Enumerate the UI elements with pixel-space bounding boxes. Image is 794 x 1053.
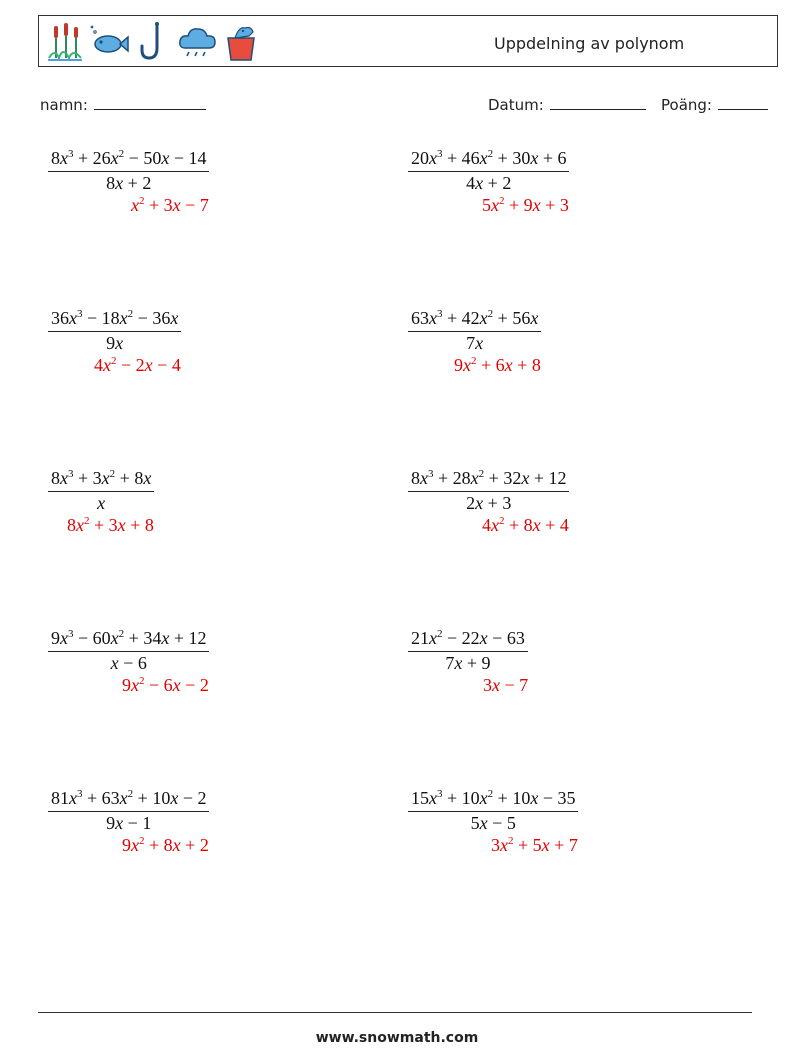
score-blank[interactable] <box>718 95 768 110</box>
answer: $9x^2 + 8x + 2$ <box>122 835 209 855</box>
fraction <box>408 308 541 354</box>
denominator: 2x + 3 <box>466 493 512 513</box>
problem-item <box>408 308 541 375</box>
date-label: Datum: <box>488 96 544 114</box>
date-field <box>488 95 646 114</box>
answer: $5x^2 + 9x + 3$ <box>482 195 569 215</box>
problem-item <box>48 148 209 215</box>
problem-item <box>48 468 154 535</box>
fraction <box>48 148 209 194</box>
page-title: Uppdelning av polynom <box>494 34 685 53</box>
fraction <box>48 468 154 514</box>
answer: $9x^2 - 6x - 2$ <box>122 675 209 695</box>
fraction <box>48 788 209 834</box>
denominator: 9x − 1 <box>106 813 152 833</box>
numerator: $8x^3 + 3x^2 + 8x$ <box>48 468 154 492</box>
denominator: x − 6 <box>110 653 147 673</box>
numerator: $15x^3 + 10x^2 + 10x - 35$ <box>408 788 578 812</box>
problem-item <box>48 788 209 855</box>
answer: $4x^2 - 2x - 4$ <box>94 355 181 375</box>
denominator: 5x − 5 <box>470 813 516 833</box>
denominator: 7x <box>466 333 484 353</box>
score-field <box>661 95 768 114</box>
fish-bucket-icon <box>221 20 261 62</box>
fraction <box>48 308 181 354</box>
date-blank[interactable] <box>550 95 646 110</box>
numerator: $21x^2 - 22x - 63$ <box>408 628 528 652</box>
denominator: x <box>97 493 106 513</box>
answer: $4x^2 + 8x + 4$ <box>482 515 569 535</box>
header-box <box>38 15 778 67</box>
icon-strip <box>45 20 261 62</box>
problem-item <box>408 148 569 215</box>
footer-divider <box>38 1012 752 1013</box>
name-label: namn: <box>40 96 88 114</box>
denominator: 4x + 2 <box>466 173 512 193</box>
problem-item <box>408 468 569 535</box>
numerator: $8x^3 + 28x^2 + 32x + 12$ <box>408 468 569 492</box>
answer: $x^2 + 3x - 7$ <box>131 195 209 215</box>
denominator: 8x + 2 <box>106 173 152 193</box>
numerator: $81x^3 + 63x^2 + 10x - 2$ <box>48 788 209 812</box>
problem-item <box>408 788 578 855</box>
fraction <box>408 628 528 674</box>
answer: $3x^2 + 5x + 7$ <box>491 835 578 855</box>
numerator: $8x^3 + 26x^2 - 50x - 14$ <box>48 148 209 172</box>
name-blank[interactable] <box>94 95 206 110</box>
problem-item <box>48 308 181 375</box>
problem-item <box>408 628 529 695</box>
fraction <box>408 788 578 834</box>
denominator: 9x <box>106 333 124 353</box>
fish-icon <box>89 20 129 62</box>
fishhook-icon <box>133 20 173 62</box>
footer-website: www.snowmath.com <box>315 1030 479 1046</box>
answer: 3x − 7 <box>483 675 529 695</box>
numerator: $63x^3 + 42x^2 + 56x$ <box>408 308 541 332</box>
problem-item <box>48 628 209 695</box>
score-label: Poäng: <box>661 96 712 114</box>
name-field <box>40 95 206 114</box>
numerator: $36x^3 - 18x^2 - 36x$ <box>48 308 181 332</box>
answer: $8x^2 + 3x + 8$ <box>67 515 154 535</box>
answer: $9x^2 + 6x + 8$ <box>454 355 541 375</box>
cattail-icon <box>45 20 85 62</box>
numerator: $20x^3 + 46x^2 + 30x + 6$ <box>408 148 569 172</box>
fraction <box>408 148 569 194</box>
fraction <box>408 468 569 514</box>
numerator: $9x^3 - 60x^2 + 34x + 12$ <box>48 628 209 652</box>
fraction <box>48 628 209 674</box>
rain-cloud-icon <box>177 20 217 62</box>
denominator: 7x + 9 <box>445 653 491 673</box>
